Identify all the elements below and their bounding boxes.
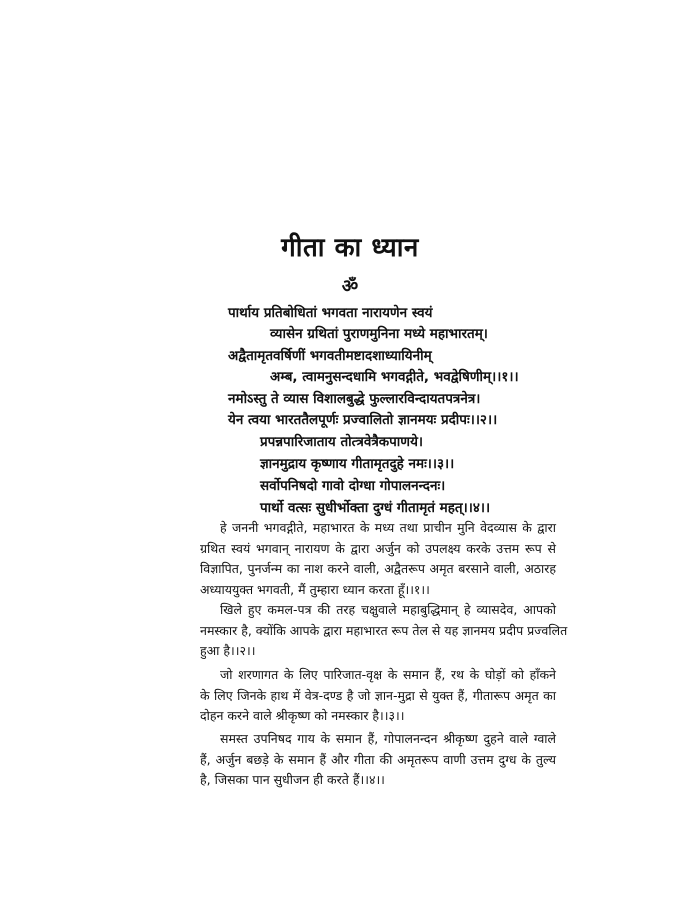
verse-line: सर्वोपनिषदो गावो दोग्धा गोपालनन्दनः। xyxy=(260,478,446,494)
verse-line: अम्ब, त्वामनुसन्दधामि भगवद्गीते, भवद्वेषिणीम्।।१।। xyxy=(270,369,519,385)
meaning-line: विज्ञापित, पुनर्जन्म का नाश करने वाली, अद्वैतरूप अमृत बरसाने वाली, अठारह xyxy=(200,561,556,576)
meaning-line: हे जननी भगवद्गीते, महाभारत के मध्य तथा प्राचीन मुनि वेदव्यास के द्वारा xyxy=(220,520,556,535)
verse-line: ज्ञानमुद्राय कृष्णाय गीतामृतदुहे नमः।।३।। xyxy=(260,456,455,472)
meaning-line: अध्याययुक्त भगवती, मैं तुम्हारा ध्यान करता हूँ।।१।। xyxy=(200,581,430,597)
meaning-line: दोहन करने वाले श्रीकृष्ण को नमस्कार है।।३।। xyxy=(200,708,405,723)
verse-line: प्रपन्नपारिजाताय तोत्त्रवेत्रैकपाणये। xyxy=(260,434,424,450)
meaning-line: हुआ है।।२।। xyxy=(200,643,256,658)
verse-line: व्यासेन ग्रथितां पुराणमुनिना मध्ये महाभारतम्। xyxy=(270,326,488,342)
meaning-paragraph xyxy=(200,665,556,727)
meaning-line: के लिए जिनके हाथ में वेत्र-दण्ड है जो ज्ञान-मुद्रा से युक्त हैं, गीतारूप अमृत का xyxy=(200,687,556,703)
meaning-line: ग्रथित स्वयं भगवान् नारायण के द्वारा अर्जुन को उपलक्ष्य करके उत्तम रूप से xyxy=(200,540,556,556)
meaning-line: हैं, अर्जुन बछड़े के समान हैं और गीता की अमृतरूप वाणी उत्तम दुग्ध के तुल्य xyxy=(200,751,556,767)
meaning-line: समस्त उपनिषद गाय के समान हैं, गोपालनन्दन श्रीकृष्ण दुहने वाले ग्वाले xyxy=(220,731,556,746)
meaning-paragraph xyxy=(200,518,556,600)
om-symbol: ॐ xyxy=(341,276,359,297)
verse-line: येन त्वया भारततैलपूर्णः प्रज्वालितो ज्ञानमयः प्रदीपः।।२।। xyxy=(228,412,498,428)
meaning-paragraph xyxy=(200,600,568,662)
verse-line: पार्थो वत्सः सुधीर्भोक्ता दुग्धं गीतामृतं महत्।।४।। xyxy=(260,500,491,516)
meaning-line: जो शरणागत के लिए पारिजात-वृक्ष के समान हैं, रथ के घोड़ों को हाँकने xyxy=(220,667,556,682)
meaning-line: खिले हुए कमल-पत्र की तरह चक्षुवाले महाबुद्धिमान् हे व्यासदेव, आपको xyxy=(220,602,556,617)
page-title: गीता का ध्यान xyxy=(281,233,419,263)
meaning-line: नमस्कार है, क्योंकि आपके द्वारा महाभारत रूप तेल से यह ज्ञानमय प्रदीप प्रज्वलित xyxy=(200,622,568,638)
meaning-line: है, जिसका पान सुधीजन ही करते हैं।।४।। xyxy=(200,772,385,787)
verse-line: नमोऽस्तु ते व्यास विशालबुद्धे फुल्लारविन्दायतपत्रनेत्र। xyxy=(228,391,481,407)
verse-line: पार्थाय प्रतिबोधितां भगवता नारायणेन स्वयं xyxy=(228,305,433,321)
meaning-paragraph xyxy=(200,729,556,791)
verse-line: अद्वैतामृतवर्षिणीं भगवतीमष्टादशाध्यायिनीम् xyxy=(228,348,432,364)
